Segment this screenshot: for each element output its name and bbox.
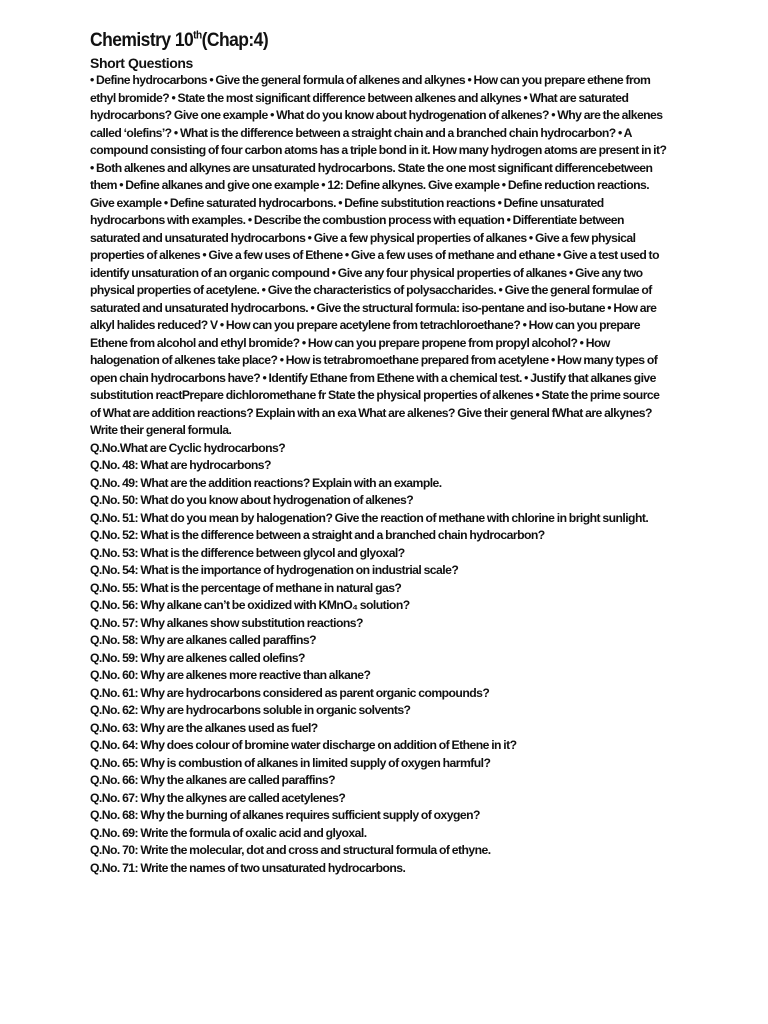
question-item: Q.No. 51: What do you mean by halogenation? Give the reaction of methane with chlorine in bright sunlight. [90, 510, 649, 525]
question-item: Q.No. 57: Why alkanes show substitution reactions? [90, 615, 363, 630]
question-item: Q.No. 53: What is the difference between glycol and glyoxal? [90, 545, 405, 560]
question-list [90, 440, 672, 878]
question-item: Q.No. 67: Why the alkynes are called acetylenes? [90, 790, 346, 805]
question-item: Q.No. 49: What are the addition reactions? Explain with an example. [90, 475, 442, 490]
question-item: Q.No. 60: Why are alkenes more reactive than alkane? [90, 668, 371, 682]
section-heading: Short Questions [90, 55, 193, 71]
question-item: Q.No. 56: Why alkane can’t be oxidized with KMnO₄ solution? [90, 598, 410, 612]
question-item: Q.No. 59: Why are alkenes called olefins? [90, 650, 305, 665]
question-item: Q.No. 54: What is the importance of hydrogenation on industrial scale? [90, 563, 459, 577]
question-item: Q.No. 50: What do you know about hydrogenation of alkenes? [90, 493, 414, 507]
question-item: Q.No.What are Cyclic hydrocarbons? [90, 440, 286, 455]
question-item: Q.No. 63: Why are the alkanes used as fuel? [90, 720, 318, 735]
intro-paragraph: • Define hydrocarbons • Give the general formula of alkenes and alkynes • How can you prepare ethene from ethyl bromide? • State the most significant difference between alkenes and alkynes • What are saturated hydrocarbons? Give one example • What do you know about hydrogenation of alkenes? • Why are the alkenes called ‘olefins’? • What is the difference between a straight chain and a branched chain hydrocarbon? • A compound consisting of four carbon atoms has a triple bond in it. How many hydrogen atoms are present in it? • Both alkenes and alkynes are unsaturated hydrocarbons. State the one most significant differencebetween them • Define alkanes and give one example • 12: Define alkynes. Give example • Define reduction reactions. Give example • Define saturated hydrocarbons. • Define substitution reactions • Define unsaturated hydrocarbons with examples. • Describe the combustion process with equation • Differentiate between saturated and unsaturated hydrocarbons • Give a few physical properties of alkanes • Give a few physical properties of alkenes • Give a few uses of Ethene • Give a few uses of methane and ethane • Give a test used to identify unsaturation of an organic compound • Give any four physical properties of alkanes • Give any two physical properties of acetylene. • Give the characteristics of polysaccharides. • Give the general formulae of saturated and unsaturated hydrocarbons. • Give the structural formula: iso-pentane and iso-butane • How are alkyl halides reduced? V • How can you prepare acetylene from tetrachloroethane? • How can you prepare Ethene from alcohol and ethyl bromide? • How can you prepare propene from propyl alcohol? • How halogenation of alkenes take place? • How is tetrabromoethane prepared from acetylene • How many types of open chain hydrocarbons have? • Identify Ethane from Ethene with a chemical test. • Justify that alkanes give substitution reactPrepare dichloromethane fr State the physical properties of alkenes • State the prime source of What are addition reactions? Explain with an exa What are alkenes? Give their general fWhat are alkynes? Write their general formula. [90, 73, 667, 437]
question-item: Q.No. 48: What are hydrocarbons? [90, 458, 271, 472]
question-item: Q.No. 66: Why the alkanes are called paraffins? [90, 773, 335, 787]
question-item: Q.No. 68: Why the burning of alkanes requires sufficient supply of oxygen? [90, 808, 480, 822]
question-item: Q.No. 69: Write the formula of oxalic acid and glyoxal. [90, 825, 367, 840]
title-main: Chemistry 10 [90, 30, 194, 51]
question-item: Q.No. 55: What is the percentage of methane in natural gas? [90, 580, 402, 595]
question-item: Q.No. 62: Why are hydrocarbons soluble in organic solvents? [90, 703, 411, 717]
question-item: Q.No. 64: Why does colour of bromine water discharge on addition of Ethene in it? [90, 738, 517, 752]
question-item: Q.No. 52: What is the difference between a straight and a branched chain hydrocarbon? [90, 528, 545, 542]
document-page [90, 30, 672, 877]
title-chapter: (Chap:4) [201, 30, 269, 51]
question-item: Q.No. 58: Why are alkanes called paraffins? [90, 633, 316, 647]
question-item: Q.No. 71: Write the names of two unsaturated hydrocarbons. [90, 860, 406, 875]
question-item: Q.No. 70: Write the molecular, dot and cross and structural formula of ethyne. [90, 843, 491, 857]
page-title [90, 30, 625, 52]
question-item: Q.No. 61: Why are hydrocarbons considered as parent organic compounds? [90, 685, 490, 700]
question-item: Q.No. 65: Why is combustion of alkanes in limited supply of oxygen harmful? [90, 755, 491, 770]
title-superscript: th [193, 29, 202, 42]
